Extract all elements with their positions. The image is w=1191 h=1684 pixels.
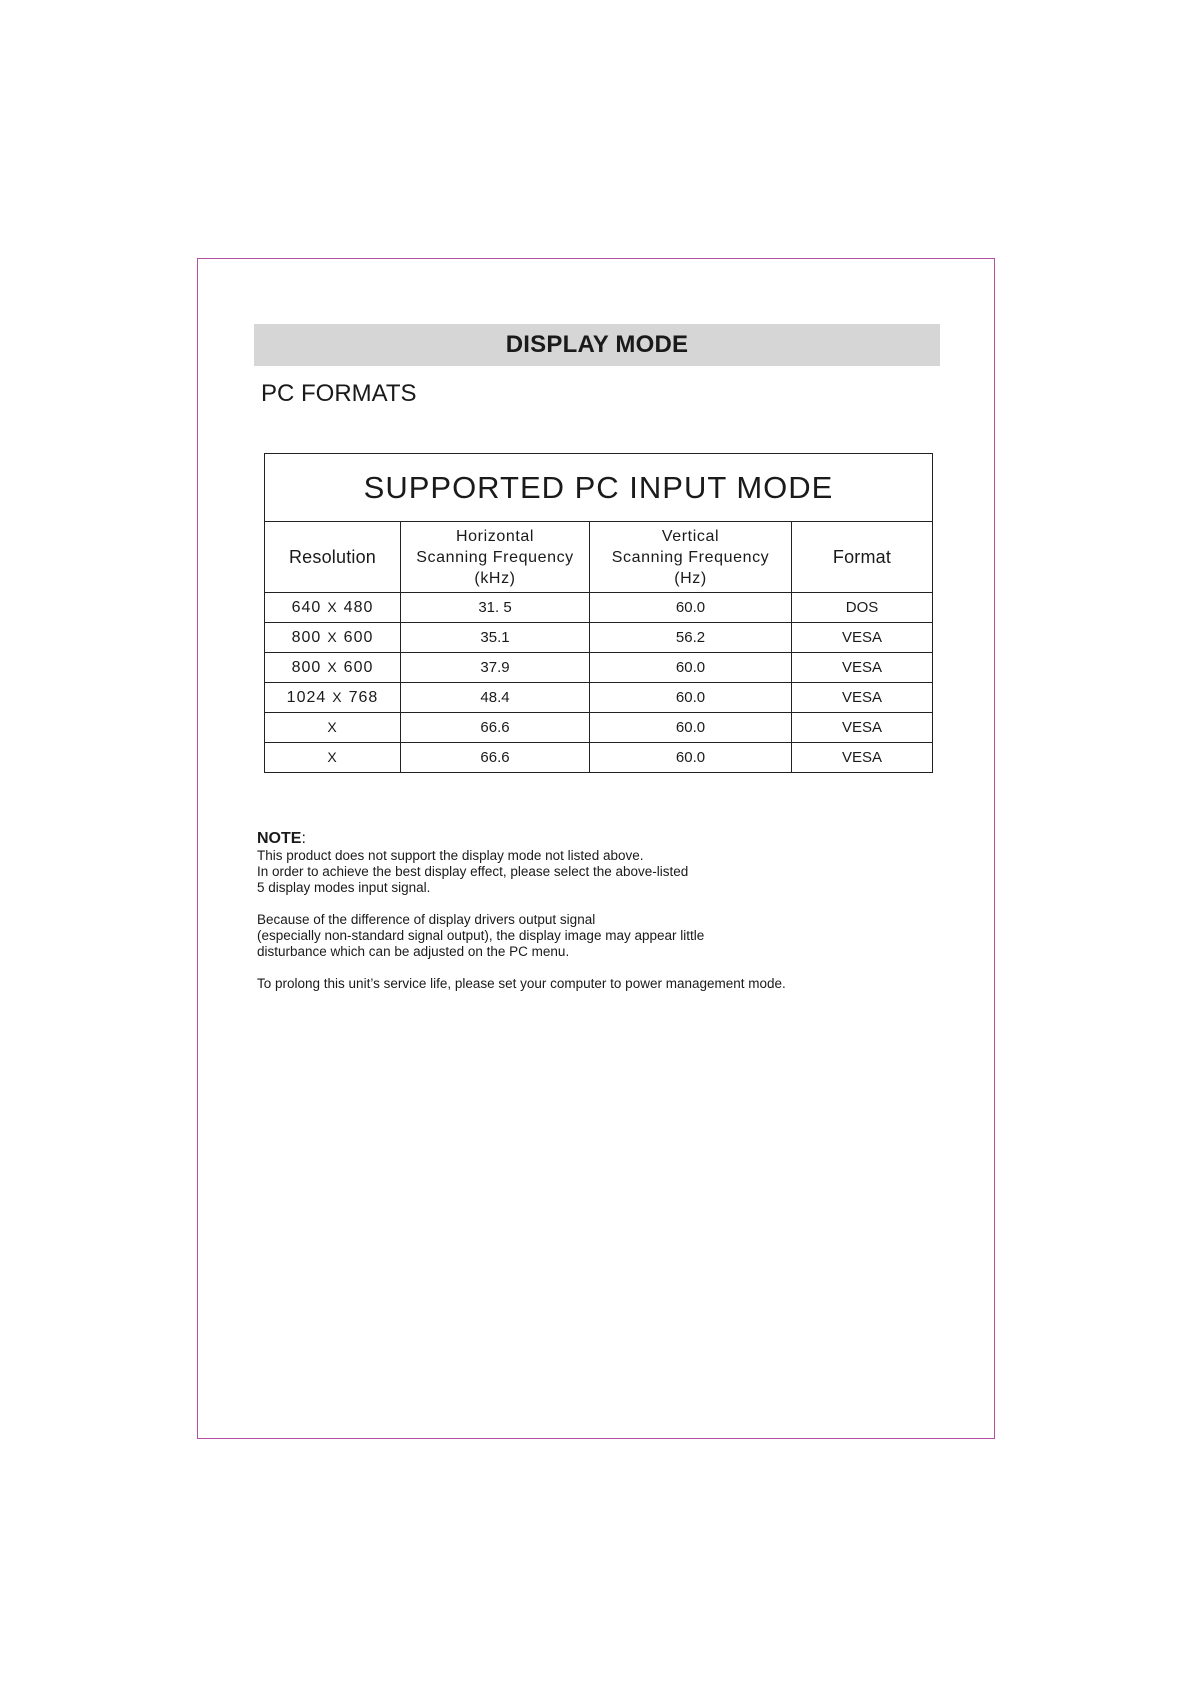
note-line: This product does not support the display mode not listed above. [257, 848, 644, 863]
column-header-vertical-unit: (Hz) [674, 569, 707, 587]
vertical-frequency-cell: 60.0 [590, 653, 792, 683]
resolution-cell [265, 623, 401, 653]
table-row [265, 743, 933, 773]
table-row [265, 713, 933, 743]
resolution-separator: X [327, 748, 338, 765]
vertical-frequency-cell: 60.0 [590, 683, 792, 713]
resolution-height: 600 [343, 628, 374, 646]
horizontal-frequency-cell: 66.6 [401, 713, 590, 743]
resolution-cell [265, 743, 401, 773]
note-line: 5 display modes input signal. [257, 880, 431, 895]
resolution-cell [265, 593, 401, 623]
resolution-cell [265, 713, 401, 743]
table-row [265, 593, 933, 623]
section-header-bar [254, 324, 940, 366]
supported-modes-table [264, 453, 933, 773]
column-header-format: Format [792, 522, 933, 593]
horizontal-frequency-cell: 48.4 [401, 683, 590, 713]
format-cell: VESA [792, 743, 933, 773]
resolution-separator: X [332, 688, 343, 705]
table-row [265, 653, 933, 683]
vertical-frequency-cell: 60.0 [590, 743, 792, 773]
horizontal-frequency-cell: 66.6 [401, 743, 590, 773]
note-line: disturbance which can be adjusted on the PC menu. [257, 944, 570, 959]
horizontal-frequency-cell: 37.9 [401, 653, 590, 683]
vertical-frequency-cell: 60.0 [590, 713, 792, 743]
subsection-title: PC FORMATS [261, 380, 417, 407]
note-line: In order to achieve the best display effect, please select the above-listed [257, 864, 689, 879]
notes-section [257, 830, 897, 992]
paragraph-gap [257, 960, 897, 976]
format-cell: VESA [792, 623, 933, 653]
column-header-vertical [590, 522, 792, 593]
note-heading [257, 830, 897, 848]
column-header-horizontal-line2: Scanning Frequency [416, 548, 574, 566]
resolution-width: 800 [291, 628, 322, 646]
resolution-separator: X [327, 628, 338, 645]
format-cell: VESA [792, 653, 933, 683]
section-title: DISPLAY MODE [505, 331, 689, 358]
table-row [265, 623, 933, 653]
note-line: To prolong this unit’s service life, please set your computer to power management mode. [257, 976, 786, 991]
resolution-cell [265, 653, 401, 683]
table-row [265, 683, 933, 713]
resolution-width: 800 [291, 658, 322, 676]
resolution-separator: X [327, 598, 338, 615]
vertical-frequency-cell: 56.2 [590, 623, 792, 653]
resolution-cell [265, 683, 401, 713]
horizontal-frequency-cell: 31. 5 [401, 593, 590, 623]
resolution-height: 600 [343, 658, 374, 676]
note-line: Because of the difference of display drivers output signal [257, 912, 596, 927]
column-header-resolution: Resolution [265, 522, 401, 593]
resolution-height: 768 [348, 688, 379, 706]
resolution-width: 640 [291, 598, 322, 616]
resolution-width: 1024 [286, 688, 327, 706]
horizontal-frequency-cell: 35.1 [401, 623, 590, 653]
column-header-horizontal-line1: Horizontal [455, 527, 535, 545]
table-caption: SUPPORTED PC INPUT MODE [265, 454, 933, 522]
note-line: (especially non-standard signal output), the display image may appear little [257, 928, 705, 943]
column-header-vertical-line1: Vertical [661, 527, 720, 545]
format-cell: VESA [792, 713, 933, 743]
resolution-separator: X [327, 718, 338, 735]
column-header-vertical-line2: Scanning Frequency [611, 548, 770, 566]
resolution-separator: X [327, 658, 338, 675]
format-cell: DOS [792, 593, 933, 623]
vertical-frequency-cell: 60.0 [590, 593, 792, 623]
note-colon: : [301, 830, 306, 847]
paragraph-gap [257, 896, 897, 912]
column-header-horizontal [401, 522, 590, 593]
note-label: NOTE [257, 830, 302, 847]
resolution-height: 480 [343, 598, 374, 616]
format-cell: VESA [792, 683, 933, 713]
column-header-horizontal-unit: (kHz) [474, 569, 516, 587]
